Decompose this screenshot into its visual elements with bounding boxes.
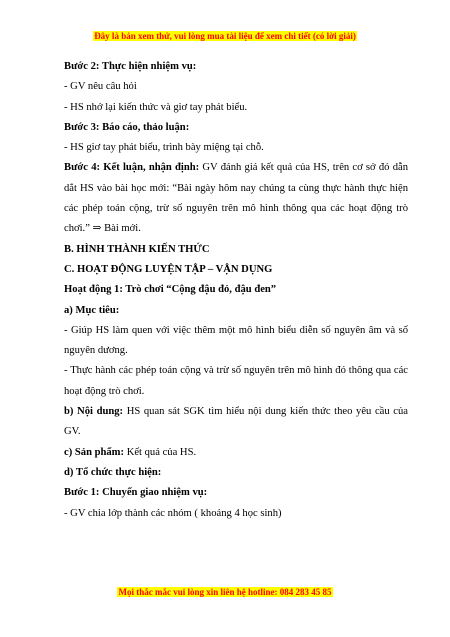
- product-text: Kết quả của HS.: [124, 446, 197, 458]
- step1-heading: Bước 1: Chuyển giao nhiệm vụ:: [64, 487, 208, 499]
- paragraph: - Giúp HS làm quen với việc thêm một mô hình biểu diễn số nguyên âm và số nguyên dương.: [64, 324, 408, 357]
- section-b-heading: B. HÌNH THÀNH KIẾN THỨC: [64, 243, 210, 255]
- document-body: [64, 57, 408, 524]
- content-text: HS quan sát SGK tìm hiểu nội dung kiến thức theo yêu cầu của GV.: [64, 406, 408, 438]
- organization-heading: d) Tổ chức thực hiện:: [64, 466, 162, 478]
- activity-1-heading: Hoạt động 1: Trò chơi “Cộng đậu đỏ, đậu đen”: [64, 284, 277, 296]
- product-heading: c) Sản phẩm:: [64, 446, 125, 458]
- product-paragraph: [64, 443, 408, 463]
- objective-heading: a) Mục tiêu:: [64, 304, 120, 316]
- step2-heading: Bước 2: Thực hiện nhiệm vụ:: [64, 61, 197, 72]
- step3-heading: Bước 3: Báo cáo, thảo luận:: [64, 121, 190, 133]
- step4-text: GV đánh giá kết quả của HS, trên cơ sở đó dẫn dắt HS vào bài học mới: “Bài ngày hôm nay chúng ta cùng thực hành thực hiện các phép toán cộng, trừ số nguyên trên mô hình thông qua các hoạt động trò chơi.” ⇒ Bài mới.: [64, 162, 408, 235]
- content-heading: b) Nội dung:: [64, 406, 124, 418]
- step4-paragraph: [64, 158, 408, 239]
- preview-notice-text: Đây là bản xem thử, vui lòng mua tài liệu để xem chi tiết (có lời giải): [94, 31, 356, 41]
- paragraph: - GV nêu câu hỏi: [64, 81, 137, 93]
- paragraph: - HS nhớ lại kiến thức và giơ tay phát biểu.: [64, 101, 248, 113]
- hotline-banner: [0, 587, 450, 597]
- paragraph: - Thực hành các phép toán cộng và trừ số nguyên trên mô hình đó thông qua các hoạt động trò chơi.: [64, 365, 408, 397]
- preview-notice-banner: [0, 31, 450, 41]
- section-c-heading: C. HOẠT ĐỘNG LUYỆN TẬP – VẬN DỤNG: [64, 263, 273, 275]
- paragraph: - GV chia lớp thành các nhóm ( khoảng 4 học sinh): [64, 507, 282, 519]
- content-paragraph: [64, 402, 408, 443]
- hotline-text: Mọi thắc mắc vui lòng xin liên hệ hotline: 084 283 45 85: [118, 587, 332, 597]
- step4-heading: Bước 4: Kết luận, nhận định:: [64, 162, 200, 174]
- paragraph: - HS giơ tay phát biểu, trình bày miệng tại chỗ.: [64, 142, 264, 154]
